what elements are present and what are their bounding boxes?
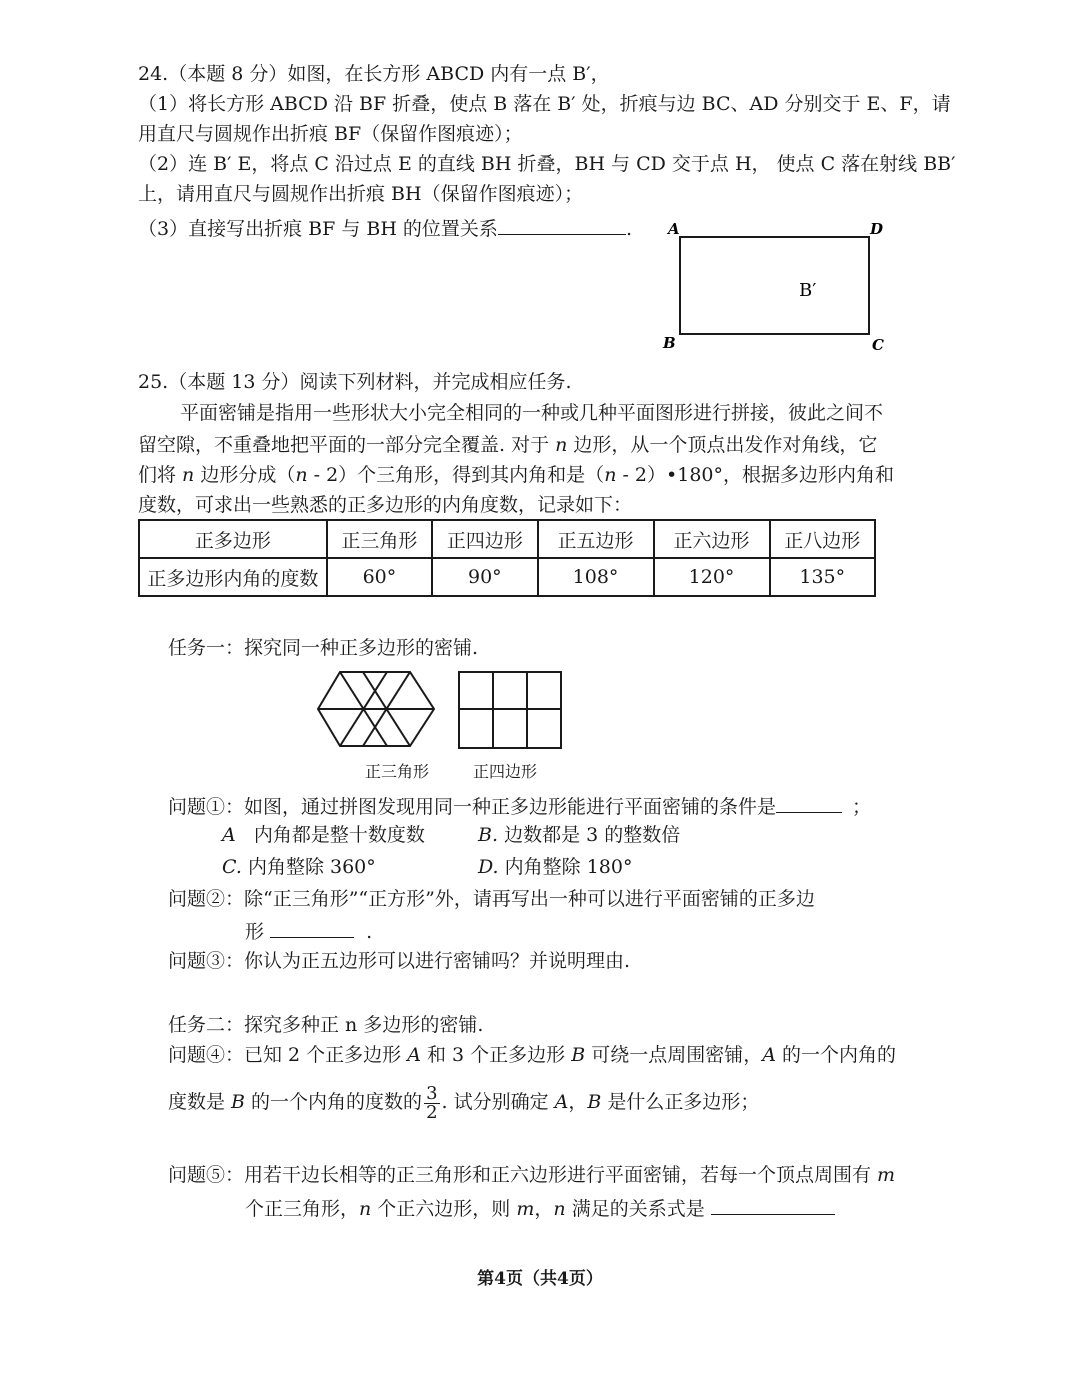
table-cell: 正多边形内角的度数 — [139, 558, 327, 596]
label-c: C — [872, 336, 884, 354]
q24-part3-text: （3）直接写出折痕 BF 与 BH 的位置关系 — [138, 218, 498, 240]
table-cell: 正六边形 — [654, 520, 770, 558]
table-row — [139, 558, 875, 596]
q25-para-line4: 度数，可求出一些熟悉的正多边形的内角度数，记录如下： — [138, 494, 633, 516]
var-n: n — [555, 434, 568, 456]
var-n: n — [295, 464, 308, 486]
q1-text: 问题①：如图，通过拼图发现用同一种正多边形能进行平面密铺的条件是 — [168, 796, 777, 818]
option-a-letter: A — [222, 824, 236, 846]
var-b: B — [231, 1091, 246, 1113]
var-a: A — [554, 1091, 569, 1113]
q24-part3 — [138, 214, 632, 241]
table-cell: 正多边形 — [139, 520, 327, 558]
table-cell: 120° — [654, 558, 770, 596]
q2-end: . — [366, 921, 373, 943]
square-tiling — [459, 672, 561, 748]
q4-h: ， — [568, 1091, 588, 1113]
rectangle-abcd — [680, 237, 869, 334]
question-1 — [168, 792, 871, 819]
table-header-row — [139, 520, 875, 558]
question-4-line1 — [168, 1043, 896, 1067]
answer-blank[interactable] — [498, 214, 626, 235]
q4-c: 可绕一点周围密铺， — [585, 1044, 763, 1066]
option-d[interactable] — [478, 855, 632, 879]
q5-c: 个正六边形，则 — [371, 1198, 517, 1220]
para2-a: 留空隙，不重叠地把平面的一部分完全覆盖. 对于 — [138, 434, 556, 456]
q24-part2-line2: 上，请用直尺与圆规作出折痕 BH（保留作图痕迹）； — [138, 183, 584, 205]
rectangle-figure — [660, 218, 900, 354]
option-c[interactable] — [222, 855, 376, 879]
fraction-denominator: 2 — [426, 1101, 438, 1123]
question-4-line2 — [168, 1082, 759, 1122]
fraction-three-halves — [424, 1082, 439, 1123]
q4-g: . 试分别确定 — [441, 1091, 555, 1113]
option-a[interactable] — [222, 823, 425, 847]
question-3: 问题③：你认为正五边形可以进行密铺吗？并说明理由. — [168, 950, 631, 972]
label-a: A — [668, 220, 680, 238]
var-a: A — [407, 1044, 421, 1066]
fraction-numerator: 3 — [426, 1082, 438, 1104]
question-2-line2 — [245, 917, 372, 944]
angle-table — [138, 519, 876, 597]
caption-triangle: 正三角形 — [365, 762, 430, 781]
q4-f: 的一个内角的度数的 — [245, 1091, 423, 1113]
var-b: B — [587, 1091, 602, 1113]
q5-e: 满足的关系式是 — [565, 1198, 705, 1220]
q5-a: 问题⑤：用若干边长相等的正三角形和正六边形进行平面密铺，若每一个顶点周围有 — [168, 1164, 878, 1186]
triangle-tiling — [318, 672, 434, 746]
option-a-text: 内角都是整十数度数 — [253, 824, 425, 846]
q25-para-line1: 平面密铺是指用一些形状大小完全相同的一种或几种平面图形进行拼接，彼此之间不 — [180, 402, 884, 424]
para3-a: 们将 — [138, 464, 183, 486]
var-m: m — [516, 1198, 535, 1220]
var-a: A — [762, 1044, 776, 1066]
q5-d: ， — [534, 1198, 554, 1220]
tiling-figures — [316, 668, 566, 752]
para2-b: 边形，从一个顶点出发作对角线，它 — [567, 434, 878, 456]
page-footer: 第4页（共4页） — [477, 1269, 603, 1289]
q24-part1-line2: 用直尺与圆规作出折痕 BF（保留作图痕迹）； — [138, 123, 523, 145]
var-n: n — [604, 464, 617, 486]
option-b[interactable] — [478, 823, 680, 847]
answer-blank[interactable] — [776, 792, 842, 813]
table-cell: 正三角形 — [327, 520, 432, 558]
option-c-text: 内角整除 360° — [247, 856, 376, 878]
table-cell: 135° — [770, 558, 875, 596]
option-d-text: 内角整除 180° — [504, 856, 633, 878]
q25-para-line2 — [138, 433, 877, 457]
q25-para-line3 — [138, 463, 894, 487]
q1-end: ； — [852, 796, 872, 818]
option-c-letter: C. — [222, 856, 242, 878]
question-5-line1 — [168, 1163, 895, 1187]
table-cell: 正五边形 — [538, 520, 654, 558]
q4-e: 度数是 — [168, 1091, 232, 1113]
q5-b: 个正三角形， — [245, 1198, 360, 1220]
q24-part1-line1: （1）将长方形 ABCD 沿 BF 折叠，使点 B 落在 B′ 处，折痕与边 BC、AD 分别交于 E、F，请 — [138, 93, 951, 115]
var-n: n — [359, 1198, 372, 1220]
table-cell: 正八边形 — [770, 520, 875, 558]
table-cell: 60° — [327, 558, 432, 596]
task2-title: 任务二：探究多种正 n 多边形的密铺. — [168, 1014, 484, 1036]
option-b-letter: B. — [478, 824, 499, 846]
caption-square: 正四边形 — [473, 762, 538, 781]
q24-heading: 24.（本题 8 分）如图，在长方形 ABCD 内有一点 B′， — [138, 63, 610, 85]
var-n: n — [553, 1198, 566, 1220]
q4-b: 和 3 个正多边形 — [420, 1044, 572, 1066]
table-cell: 108° — [538, 558, 654, 596]
var-n: n — [182, 464, 195, 486]
var-b: B — [571, 1044, 586, 1066]
para3-c: - 2）个三角形，得到其内角和是（ — [307, 464, 605, 486]
label-d: D — [870, 220, 884, 238]
answer-blank[interactable] — [270, 917, 354, 938]
q4-a: 问题④：已知 2 个正多边形 — [168, 1044, 408, 1066]
q2-text: 形 — [245, 921, 265, 943]
var-m: m — [877, 1164, 896, 1186]
question-5-line2 — [245, 1194, 835, 1221]
option-d-letter: D. — [478, 856, 499, 878]
q24-part3-end: . — [625, 218, 632, 240]
table-cell: 90° — [432, 558, 537, 596]
question-2-line1: 问题②：除“正三角形”“正方形”外，请再写出一种可以进行平面密铺的正多边 — [168, 888, 815, 910]
q24-part2-line1: （2）连 B′ E，将点 C 沿过点 E 的直线 BH 折叠，BH 与 CD 交于点 H， 使点 C 落在射线 BB′ — [138, 153, 956, 175]
para3-b: 边形分成（ — [194, 464, 296, 486]
option-b-text: 边数都是 3 的整数倍 — [504, 824, 681, 846]
table-cell: 正四边形 — [432, 520, 537, 558]
q4-i: 是什么正多边形； — [601, 1091, 760, 1113]
label-b: B — [663, 334, 676, 352]
answer-blank[interactable] — [711, 1194, 835, 1215]
label-b-prime: B′ — [799, 280, 817, 301]
task1-title: 任务一：探究同一种正多边形的密铺. — [168, 637, 479, 659]
q25-heading: 25.（本题 13 分）阅读下列材料，并完成相应任务. — [138, 371, 572, 393]
para3-d: - 2）•180°，根据多边形内角和 — [616, 464, 894, 486]
q4-d: 的一个内角的 — [775, 1044, 896, 1066]
